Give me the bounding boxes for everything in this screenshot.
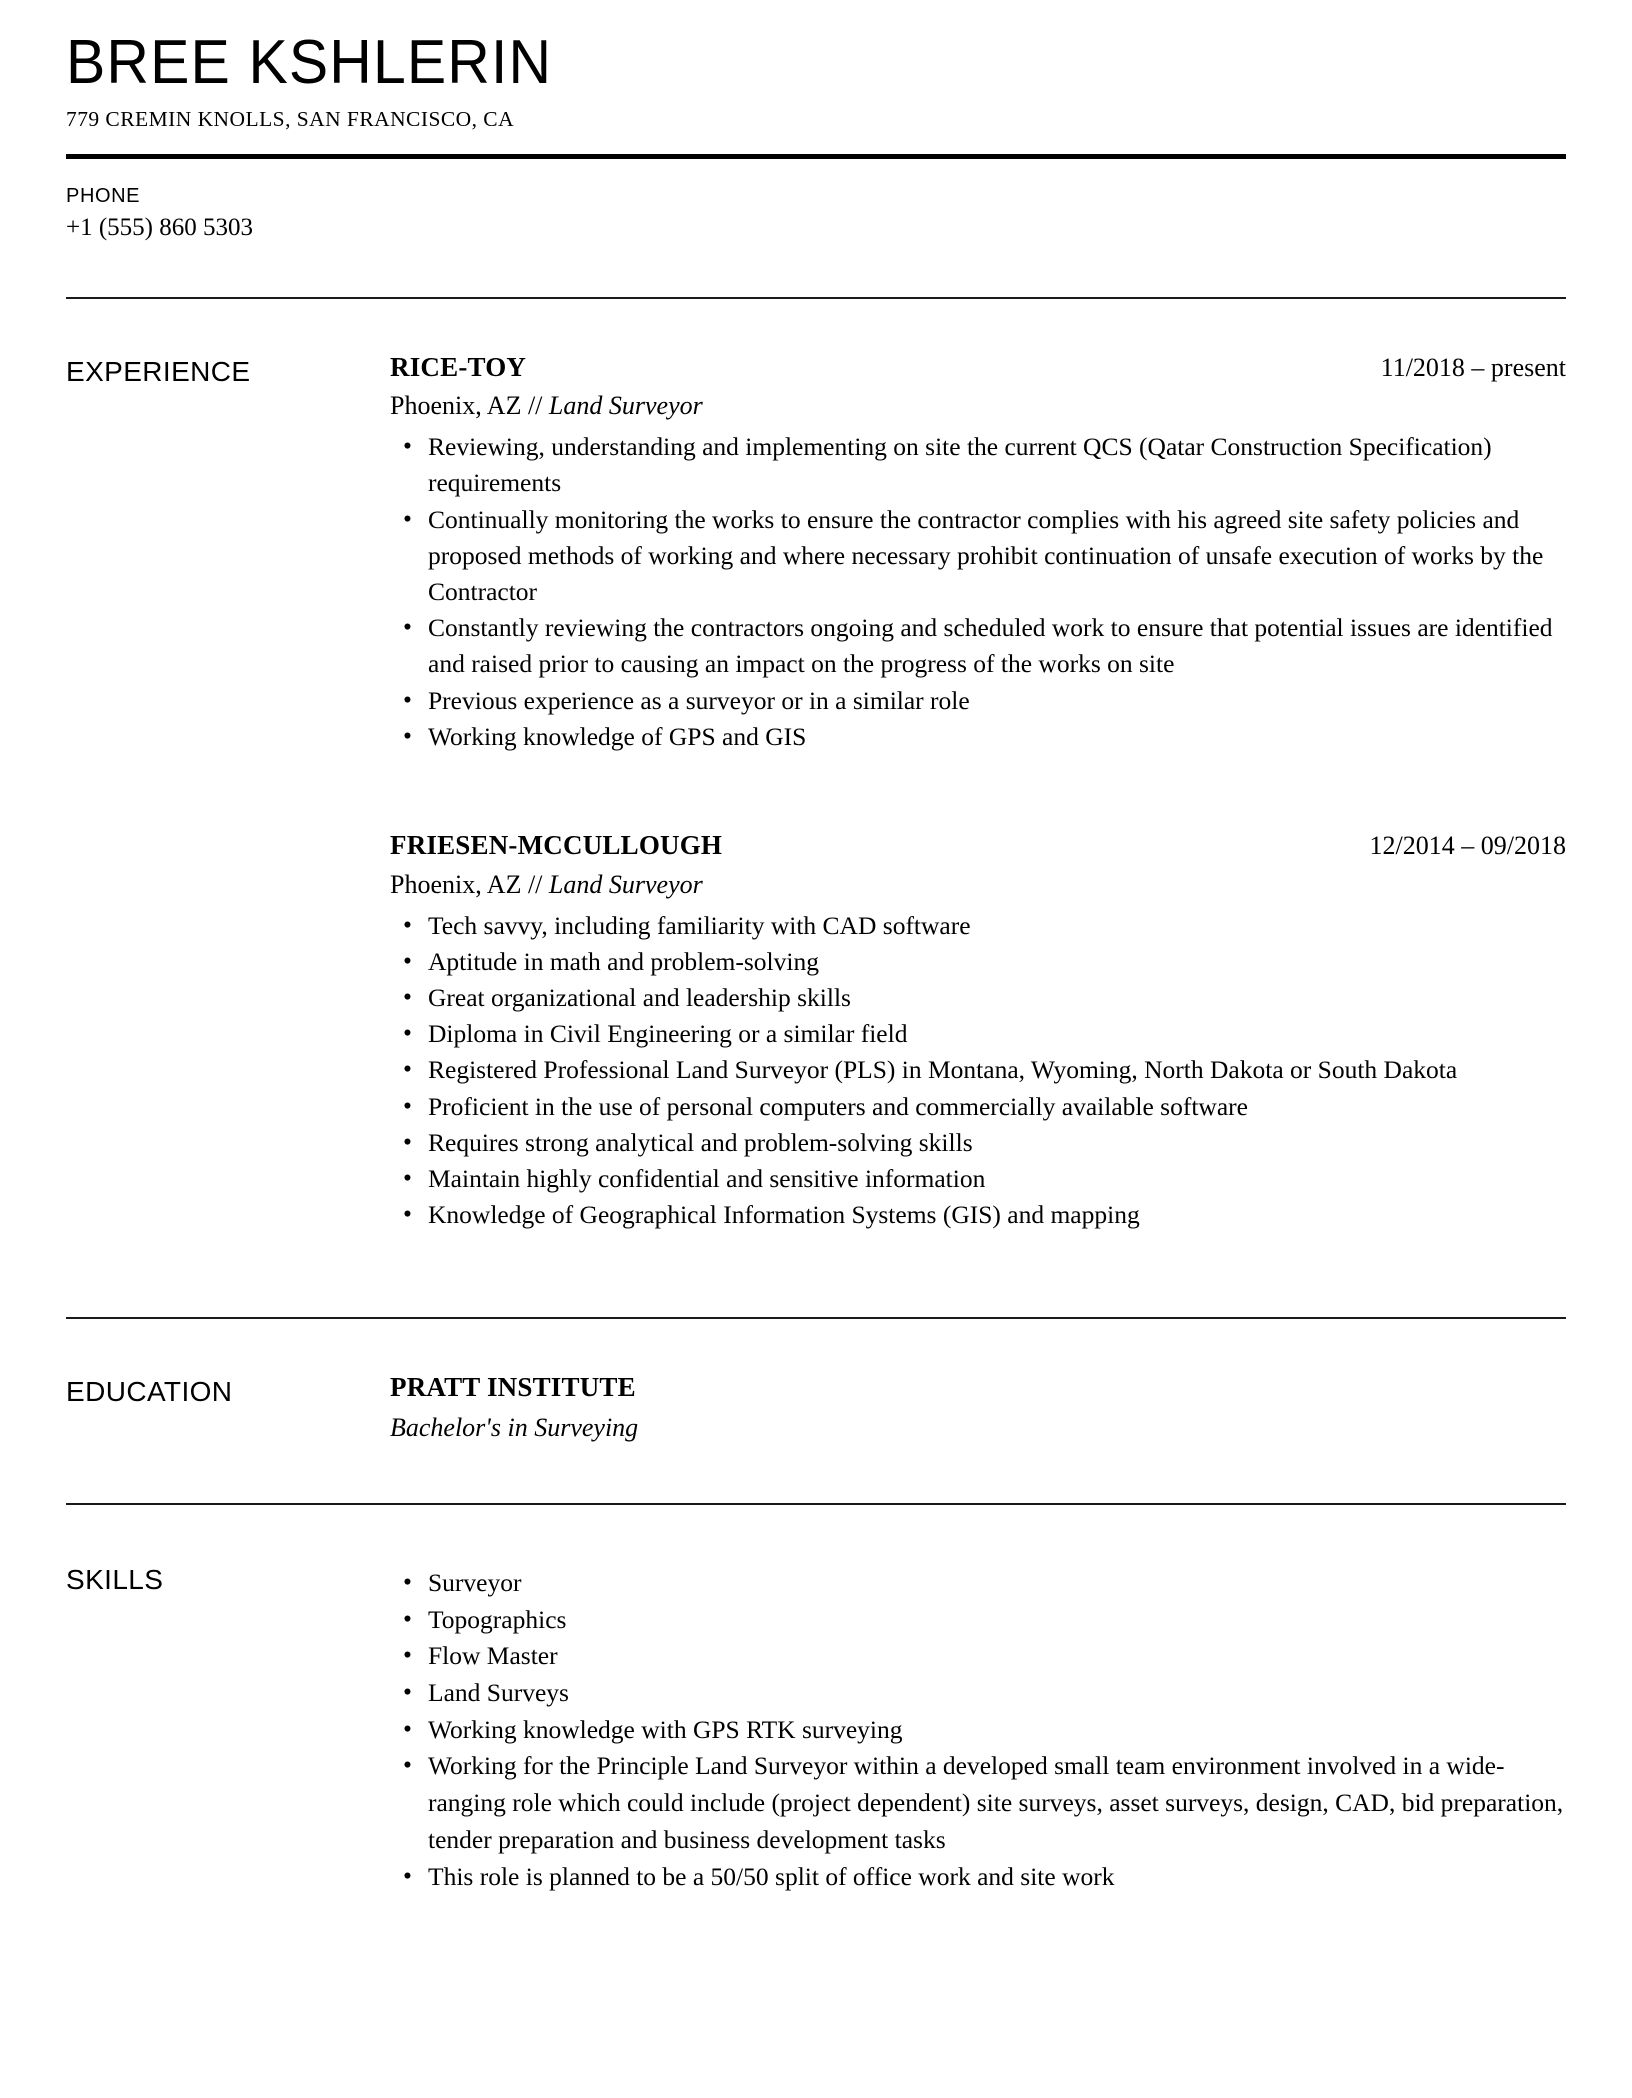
school-name: PRATT INSTITUTE — [390, 1372, 636, 1403]
experience-section — [66, 299, 1566, 1234]
list-item: • Working knowledge of GPS and GIS — [390, 719, 1566, 755]
responsibility-list — [390, 429, 1566, 755]
skills-entries — [390, 1559, 1566, 1895]
list-item: • Topographics — [390, 1602, 1566, 1639]
list-item: • This role is planned to be a 50/50 split of office work and site work — [390, 1859, 1566, 1896]
job-role: Land Surveyor — [548, 869, 703, 899]
list-item: • Tech savvy, including familiarity with CAD software — [390, 908, 1566, 944]
experience-entry — [390, 829, 1566, 1233]
location-role-line — [390, 868, 1566, 902]
responsibility-list — [390, 908, 1566, 1234]
company-name: RICE-TOY — [390, 351, 527, 382]
list-item: • Reviewing, understanding and implementing on site the current QCS (Qatar Construction Specification) requirements — [390, 429, 1566, 501]
experience-entry-header — [390, 351, 1566, 385]
list-item: • Working for the Principle Land Surveyor within a developed small team environment involved in a wide-ranging role which could include (project dependent) site surveys, asset surveys, design, CAD, bid preparation, tender preparation and business development tasks — [390, 1748, 1566, 1858]
list-item: • Proficient in the use of personal computers and commercially available software — [390, 1089, 1566, 1125]
list-item: • Diploma in Civil Engineering or a similar field — [390, 1016, 1566, 1052]
company-name: FRIESEN-MCCULLOUGH — [390, 829, 723, 860]
education-entry — [390, 1371, 1566, 1445]
employment-dates: 12/2014 – 09/2018 — [1369, 830, 1566, 860]
experience-entry — [390, 351, 1566, 755]
job-location: Phoenix, AZ // — [390, 869, 549, 899]
skills-section-label: SKILLS — [66, 1563, 164, 1595]
education-entries — [390, 1371, 1566, 1445]
list-item: • Aptitude in math and problem-solving — [390, 944, 1566, 980]
education-section — [66, 1319, 1566, 1445]
list-item: • Continually monitoring the works to ensure the contractor complies with his agreed site safety policies and proposed methods of working and where necessary prohibit continuation of unsafe execution of works by the Contractor — [390, 502, 1566, 611]
phone-label: PHONE — [66, 185, 141, 208]
list-item: • Surveyor — [390, 1565, 1566, 1602]
degree-name: Bachelor's in Surveying — [390, 1413, 639, 1443]
phone-value: +1 (555) 860 5303 — [66, 214, 253, 242]
list-item: • Constantly reviewing the contractors ongoing and scheduled work to ensure that potential issues are identified and raised prior to causing an impact on the progress of the works on site — [390, 610, 1566, 682]
list-item: • Requires strong analytical and problem-solving skills — [390, 1125, 1566, 1161]
skills-list — [390, 1565, 1566, 1895]
spacer — [66, 1233, 1566, 1317]
list-item: • Maintain highly confidential and sensitive information — [390, 1161, 1566, 1197]
spacer — [66, 1445, 1566, 1503]
list-item: • Flow Master — [390, 1638, 1566, 1675]
job-role: Land Surveyor — [548, 391, 703, 421]
page-title: BREE KSHLERIN — [66, 28, 553, 97]
education-section-label: EDUCATION — [66, 1376, 233, 1408]
list-item: • Working knowledge with GPS RTK surveying — [390, 1712, 1566, 1749]
experience-entry-header — [390, 829, 1566, 863]
header-address: 779 CREMIN KNOLLS, SAN FRANCISCO, CA — [66, 107, 515, 132]
list-item: • Registered Professional Land Surveyor (PLS) in Montana, Wyoming, North Dakota or South Dakota — [390, 1052, 1566, 1088]
resume-header — [66, 0, 1566, 132]
list-item: • Land Surveys — [390, 1675, 1566, 1712]
experience-entries — [390, 351, 1566, 1234]
list-item: • Knowledge of Geographical Information Systems (GIS) and mapping — [390, 1197, 1566, 1233]
employment-dates: 11/2018 – present — [1380, 352, 1566, 382]
experience-section-label: EXPERIENCE — [66, 355, 251, 387]
job-location: Phoenix, AZ // — [390, 391, 549, 421]
list-item: • Great organizational and leadership skills — [390, 980, 1566, 1016]
list-item: • Previous experience as a surveyor or in a similar role — [390, 683, 1566, 719]
skills-section — [66, 1505, 1566, 1895]
location-role-line — [390, 389, 1566, 423]
contact-block — [66, 159, 1566, 297]
